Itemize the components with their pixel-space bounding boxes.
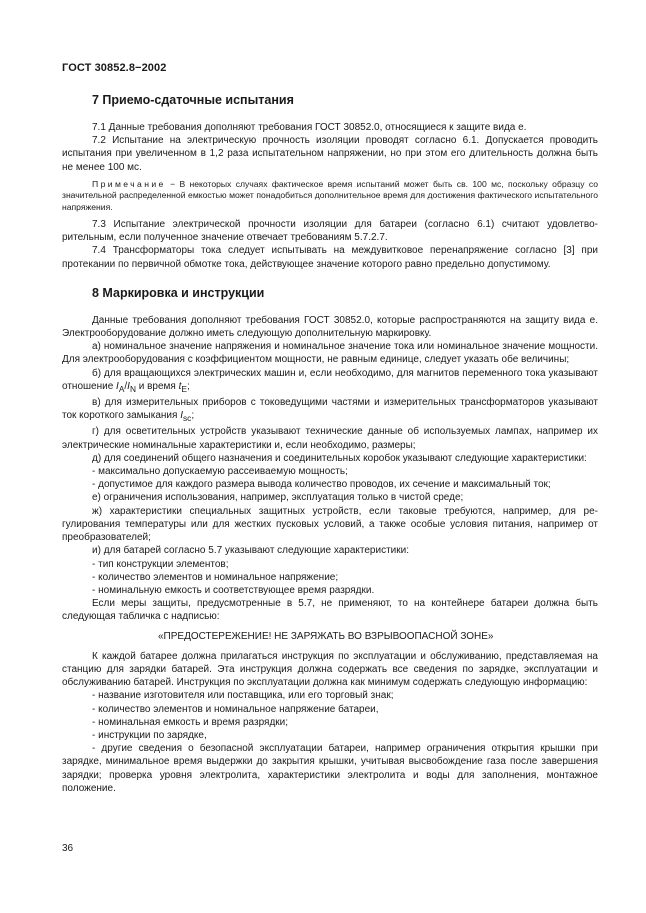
symbol-i: I (127, 380, 130, 392)
punctuation: ; (191, 410, 195, 422)
item-b-text: б) для вращающихся электрических машин и, если необходимо, для магнитов переменного тока указывают отношение (62, 367, 598, 392)
punctuation: ; (186, 380, 190, 392)
note-text: − В некоторых случаях фактическое время испытаний может быть св. 100 мс, поскольку образцу со значительной распределенной емкостью может понадобиться дополнительное время для достижения фактического испытательного напряжения. (62, 178, 598, 212)
note-label: Примечание (92, 178, 166, 189)
item-i-3: - номинальную емкость и соответствующее время разрядки. (92, 584, 375, 596)
page-number: 36 (62, 843, 74, 854)
warning-label: «ПРЕДОСТЕРЕЖЕНИЕ! НЕ ЗАРЯЖАТЬ ВО ВЗРЫВООПАСНОЙ ЗОНЕ» (158, 630, 494, 642)
item-zh: ж) характеристики специальных защитных устройств, если таковые требуются, например, для регулирования температуры или для жестких пусковых условий, а также особые условия питания, например от преобразователей; (62, 505, 598, 544)
item-i: и) для батарей согласно 5.7 указывают следующие характеристики: (92, 545, 409, 557)
item-b (62, 367, 598, 396)
paragraph-7-1: 7.1 Данные требования дополняют требования ГОСТ 30852.0, относящиеся к защите вида е. (92, 122, 527, 133)
slash: / (124, 380, 128, 392)
symbol-i: I (116, 380, 119, 392)
paragraph-instructions: К каждой батарее должна прилагаться инструкция по эксплуатации и обслуживанию, представляемая на станцию для зарядки батарей. Эта инструкция должна содержать все сведения по зарядке, эксплуатации и обслуживанию батарей. Инструкция по эксплуатации должна как минимум содержать следующую информацию: (62, 650, 598, 689)
item-d-2: - допустимое для каждого размера вывода количество проводов, их сечение и максимальный ток; (92, 479, 551, 491)
subscript-a: A (118, 383, 125, 394)
list-item: - инструкции по зарядке, (92, 729, 207, 741)
list-item: - номинальная емкость и время разрядки; (92, 716, 289, 728)
subscript-sc: sc (182, 413, 192, 424)
subscript-n: N (129, 383, 136, 394)
item-v (62, 396, 598, 425)
list-item: - количество элементов и номинальное напряжение батареи, (92, 703, 379, 715)
item-a: а) номинальное значение напряжения и номинальное значение тока или номинальное значение мощности. Для электрооборудования с коэффициентом мощности, не равным единице, следует указать обе величины; (62, 341, 598, 366)
list-item: - название изготовителя или поставщика, или его торговый знак; (92, 690, 394, 702)
item-i-2: - количество элементов и номинальное напряжение; (92, 571, 339, 583)
symbol-t: t (178, 380, 182, 392)
symbol-i: I (180, 410, 183, 422)
note-paragraph (62, 179, 598, 213)
list-item: - другие сведения о безопасной эксплуатации батареи, например ограничения открытия крышки при зарядке, минимальное время выдержки до закрытия крышки, учитывая высвобождение газа после завершения зарядки; проверка уровня электролита, характеристики электролита и воды для заполнения, монтажное положение. (62, 743, 598, 794)
item-d-1: - максимально допускаемую рассеиваемую мощность; (92, 466, 348, 478)
document-body (62, 92, 598, 795)
item-g: г) для осветительных устройств указывают технические данные об используемых лампах, например их электрические номинальные характеристики и, если необходимо, размеры; (62, 426, 598, 451)
subscript-e: E (181, 383, 187, 394)
item-e: е) ограничения использования, например, эксплуатация только в чистой среде; (92, 492, 464, 504)
paragraph-7-4: 7.4 Трансформаторы тока следует испытывать на междувитковое перенапряжение согласно [3] при протекании по первичной обмотке тока, действующее значение которого равно предельно допустимому. (62, 245, 598, 270)
section-7-heading: 7 Приемо-сдаточные испытания (92, 93, 294, 107)
item-d: д) для соединений общего назначения и соединительных коробок указывают следующие характеристики: (92, 452, 587, 464)
paragraph-8-intro: Данные требования дополняют требования ГОСТ 30852.0, которые распространяются на защиту вида е. Электрооборудование должно иметь следующую дополнительную маркировку. (62, 314, 598, 340)
item-i-1: - тип конструкции элементов; (92, 558, 229, 570)
standard-header: ГОСТ 30852.8−2002 (62, 62, 167, 74)
item-b-text-mid: и время (135, 380, 179, 392)
section-8-heading: 8 Маркировка и инструкции (92, 285, 265, 300)
paragraph-if-not-applied: Если меры защиты, предусмотренные в 5.7, не применяют, то на контейнере батареи должна быть следующая табличка с надписью: (62, 598, 598, 623)
paragraph-7-3: 7.3 Испытание электрической прочности изоляции для батареи (согласно 6.1) считают удовлетворительным, если полученное значение отвечает требованиям 5.7.2.7. (62, 219, 598, 244)
item-v-text: в) для измерительных приборов с токоведущими частями и измерительных трансформаторов указывают ток короткого замыкания (62, 397, 598, 422)
paragraph-7-2: 7.2 Испытание на электрическую прочность изоляции проводят согласно 6.1. Допускается проводить испытания при увеличенном в 1,2 раза испытательном напряжении, но при этом его длительность должна быть не менее 100 мс. (62, 135, 598, 173)
